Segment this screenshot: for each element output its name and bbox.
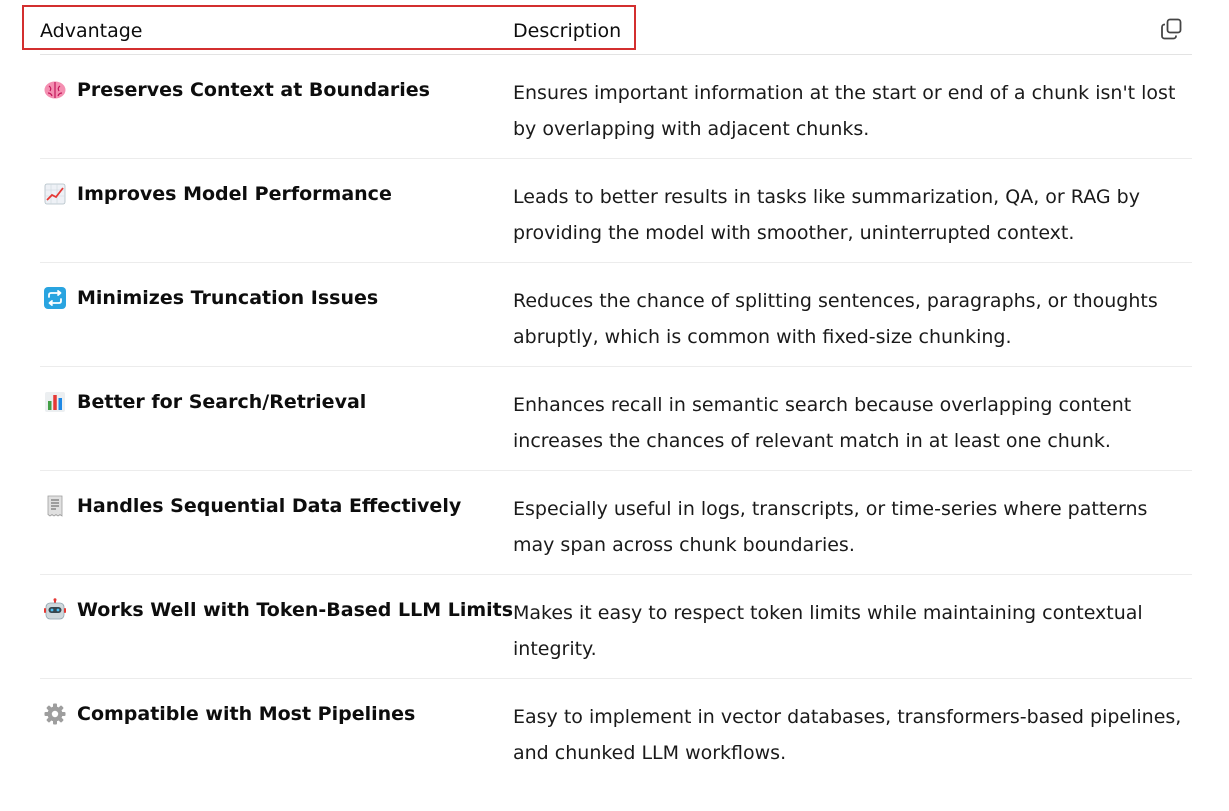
bar-chart-icon xyxy=(43,390,67,414)
repeat-arrows-icon xyxy=(43,286,67,310)
gear-icon xyxy=(43,702,67,726)
robot-icon xyxy=(43,598,67,622)
advantage-label: Minimizes Truncation Issues xyxy=(77,287,379,309)
table-row xyxy=(40,263,1192,367)
description-cell: Especially useful in logs, transcripts, or time-series where patterns may span across chunk boundaries. xyxy=(513,498,1148,556)
description-cell: Makes it easy to respect token limits while maintaining contextual integrity. xyxy=(513,602,1143,660)
column-header-advantage: Advantage xyxy=(40,20,143,42)
advantages-table xyxy=(40,0,1192,782)
advantage-cell xyxy=(40,181,392,207)
description-cell: Easy to implement in vector databases, transformers-based pipelines, and chunked LLM workflows. xyxy=(513,706,1182,764)
advantage-label: Improves Model Performance xyxy=(77,183,392,205)
table-row xyxy=(40,159,1192,263)
advantage-cell xyxy=(40,77,430,103)
advantage-cell xyxy=(40,701,415,727)
advantage-cell xyxy=(40,597,513,623)
advantage-label: Compatible with Most Pipelines xyxy=(77,703,416,725)
advantage-cell xyxy=(40,285,378,311)
table-row xyxy=(40,471,1192,575)
description-cell: Ensures important information at the start or end of a chunk isn't lost by overlapping with adjacent chunks. xyxy=(513,82,1176,140)
advantage-label: Works Well with Token-Based LLM Limits xyxy=(77,599,514,621)
table-row xyxy=(40,575,1192,679)
description-cell: Leads to better results in tasks like summarization, QA, or RAG by providing the model with smoother, uninterrupted context. xyxy=(513,186,1140,244)
advantage-cell xyxy=(40,493,461,519)
advantage-label: Preserves Context at Boundaries xyxy=(77,79,430,101)
description-cell: Reduces the chance of splitting sentences, paragraphs, or thoughts abruptly, which is common with fixed-size chunking. xyxy=(513,290,1158,348)
description-cell: Enhances recall in semantic search because overlapping content increases the chances of relevant match in at least one chunk. xyxy=(513,394,1132,452)
advantage-label: Better for Search/Retrieval xyxy=(77,391,367,413)
column-header-description: Description xyxy=(513,20,622,42)
advantage-cell xyxy=(40,389,366,415)
advantage-label: Handles Sequential Data Effectively xyxy=(77,495,462,517)
receipt-icon xyxy=(43,494,67,518)
table-header-row xyxy=(40,0,1192,55)
brain-icon xyxy=(43,78,67,102)
table-row xyxy=(40,55,1192,159)
table-row xyxy=(40,367,1192,471)
table-row xyxy=(40,679,1192,782)
chart-increasing-icon xyxy=(43,182,67,206)
